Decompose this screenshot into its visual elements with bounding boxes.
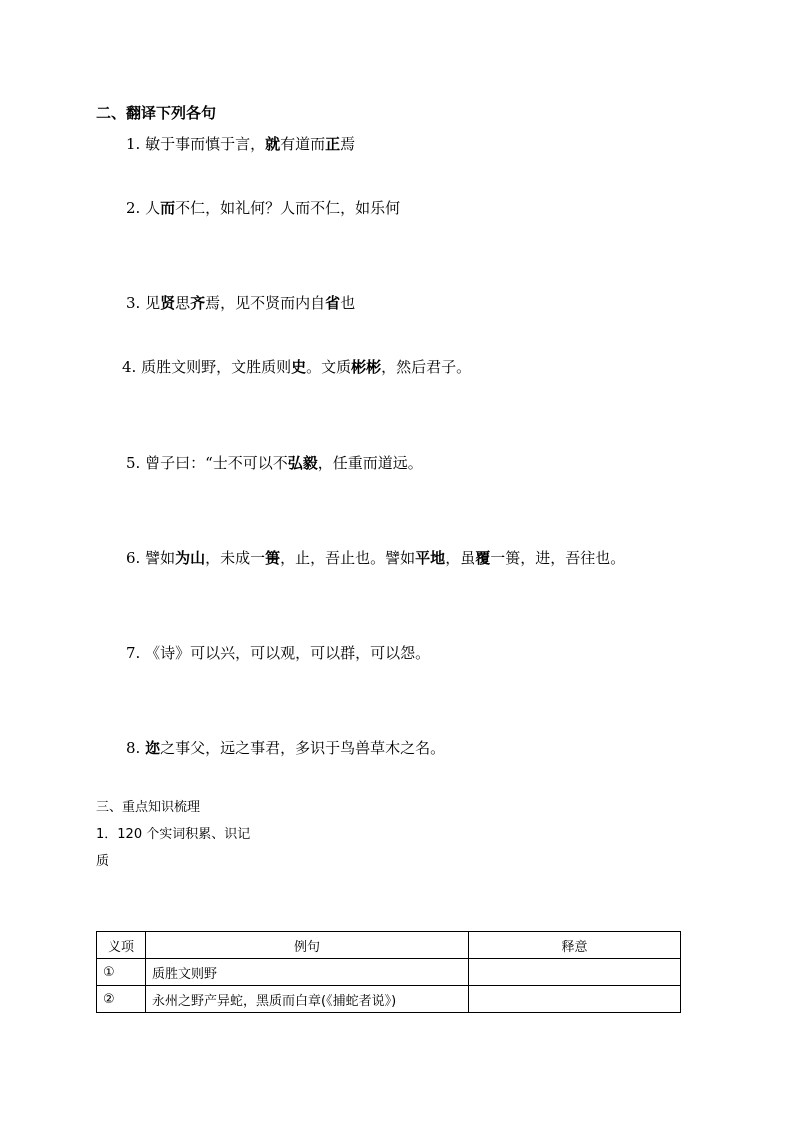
- key-word: 省: [325, 294, 341, 312]
- sentence-number: 4.: [122, 358, 142, 376]
- sentence-text: 见: [145, 294, 161, 312]
- row-meaning: [469, 959, 681, 986]
- sentence-number: 5.: [126, 454, 146, 472]
- sentence-text: 焉，见不贤而内自: [205, 294, 326, 312]
- row-index: ①: [97, 959, 146, 986]
- sentence-number: 2.: [126, 199, 146, 217]
- header-example: 例句: [146, 932, 469, 959]
- table-row: [97, 986, 681, 1013]
- sentence-number: 3.: [126, 294, 146, 312]
- sentence-text: 思: [175, 294, 191, 312]
- subheading-vocab: 1．120 个实词积累、识记: [96, 827, 251, 842]
- sentence-text: 也: [340, 294, 356, 312]
- sentence-text: 。文质: [306, 358, 352, 376]
- sentence-3: [126, 292, 355, 313]
- section-heading-translate: 二、翻译下列各句: [96, 104, 217, 122]
- sentence-2: [126, 197, 400, 218]
- key-word: 篑: [265, 549, 281, 567]
- key-word: 贤: [160, 294, 176, 312]
- key-word: 史: [291, 358, 307, 376]
- sentence-text: 人: [145, 199, 161, 217]
- sentence-number: 1.: [126, 135, 146, 153]
- sentence-text: 之事父，远之事君，多识于鸟兽草木之名。: [160, 739, 446, 757]
- table-row: [97, 959, 681, 986]
- key-word: 就: [265, 135, 281, 153]
- sentence-6: [126, 547, 625, 568]
- sentence-number: 6.: [126, 549, 146, 567]
- vocab-word: 质: [96, 854, 110, 869]
- sentence-number: 7.: [126, 644, 146, 662]
- sentence-text: 曾子曰：“士不可以不: [145, 454, 288, 472]
- sentence-5: [126, 452, 423, 473]
- key-word: 正: [325, 135, 341, 153]
- key-word: 为山: [175, 549, 206, 567]
- key-word: 弘毅: [287, 454, 318, 472]
- sentence-text: 譬如: [145, 549, 176, 567]
- key-word: 迩: [145, 739, 161, 757]
- key-word: 而: [160, 199, 176, 217]
- sentence-text: ，未成一: [205, 549, 266, 567]
- section-heading-knowledge: 三、重点知识梳理: [96, 800, 201, 815]
- sentence-text: ，止，吾止也。譬如: [280, 549, 416, 567]
- sentence-1: [126, 133, 355, 154]
- sentence-text: 焉: [340, 135, 356, 153]
- sentence-text: ，然后君子。: [381, 358, 472, 376]
- sentence-7: [126, 642, 430, 663]
- sentence-4: [122, 356, 471, 377]
- row-example: 永州之野产异蛇，黑质而白章(《捕蛇者说》): [146, 986, 469, 1013]
- key-word: 覆: [475, 549, 491, 567]
- sentence-text: ，虽: [445, 549, 476, 567]
- key-word: 齐: [190, 294, 206, 312]
- key-word: 平地: [415, 549, 446, 567]
- row-meaning: [469, 986, 681, 1013]
- sentence-text: 质胜文则野，文胜质则: [141, 358, 292, 376]
- sentence-text: 敏于事而慎于言，: [145, 135, 266, 153]
- sentence-number: 8.: [126, 739, 146, 757]
- row-index: ②: [97, 986, 146, 1013]
- vocab-table: [96, 931, 681, 1013]
- sentence-text: 有道而: [280, 135, 326, 153]
- key-word: 彬彬: [351, 358, 382, 376]
- row-example: 质胜文则野: [146, 959, 469, 986]
- sentence-text: 不仁，如礼何？人而不仁，如乐何: [175, 199, 401, 217]
- header-sense: 义项: [97, 932, 146, 959]
- sentence-text: 《诗》可以兴，可以观，可以群，可以怨。: [145, 644, 431, 662]
- sentence-8: [126, 737, 445, 758]
- sentence-text: ，任重而道远。: [317, 454, 423, 472]
- table-header-row: [97, 932, 681, 959]
- sentence-text: 一篑，进，吾往也。: [490, 549, 626, 567]
- header-meaning: 释意: [469, 932, 681, 959]
